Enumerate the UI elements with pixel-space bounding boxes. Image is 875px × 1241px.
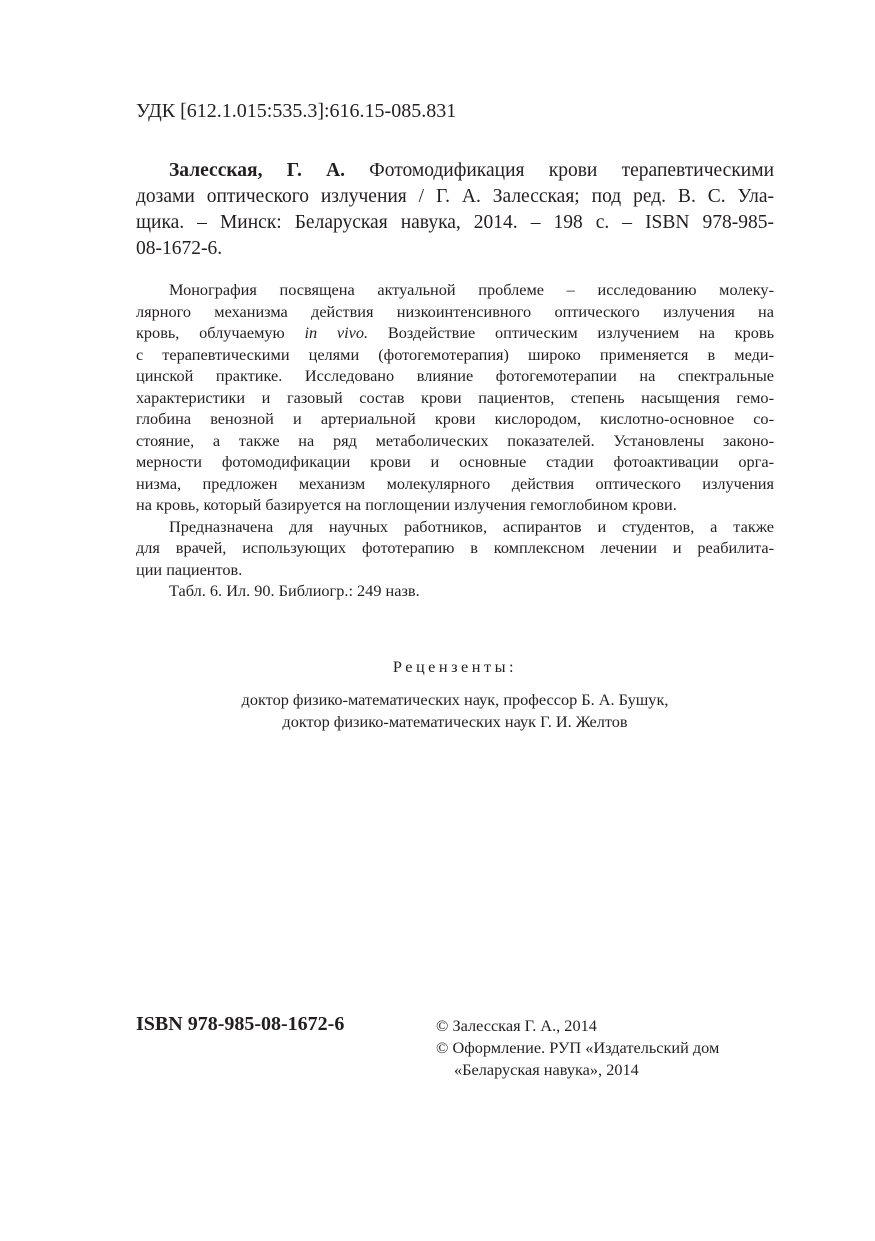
reviewers-heading: Рецензенты: [392, 657, 518, 676]
abstract-line [136, 322, 774, 344]
abstract-line: глобина венозной и артериальной крови кислородом, кислотно-основное со- [136, 409, 774, 428]
abstract-line: мерности фотомодификации крови и основные стадии фотоактивации орга- [136, 452, 774, 471]
reviewer: доктор физико-математических наук, профессор Б. А. Бушук, [241, 690, 669, 709]
audience-line: ции пациентов. [136, 559, 243, 579]
abstract-line: лярного механизма действия низкоинтенсивного оптического излучения на [136, 301, 774, 321]
abstract-line: низма, предложен механизм молекулярного действия оптического излучения [136, 473, 774, 493]
text: Воздействие оптическим излучением на кровь [368, 323, 775, 342]
abstract-line: характеристики и газовый состав крови пациентов, степень насыщения гемо- [136, 387, 774, 407]
udk-code: УДК [612.1.015:535.3]:616.15-085.831 [136, 100, 457, 122]
audience-line: для врачей, использующих фототерапию в комплексном лечении и реабилита- [136, 538, 774, 557]
copyright [436, 1015, 719, 1081]
abstract-line: Монография посвящена актуальной проблеме – исследованию молеку- [169, 280, 774, 299]
biblio-line: дозами оптического излучения / Г. А. Залесская; под ред. В. С. Ула- [136, 186, 774, 207]
isbn: ISBN 978-985-08-1672-6 [136, 1013, 345, 1035]
reviewer: доктор физико-математических наук Г. И. Желтов [282, 712, 628, 731]
text: кровь, облучаемую [136, 323, 305, 342]
copyright-line: «Беларуская навука», 2014 [454, 1060, 639, 1079]
bibliographic-description [136, 158, 774, 262]
abstract-line: цинской практике. Исследовано влияние фотогемотерапии на спектральные [136, 366, 774, 385]
copyright-line: © Оформление. РУП «Издательский дом [436, 1038, 720, 1057]
reviewers [136, 656, 774, 733]
abstract-line: стояние, а также на ряд метаболических показателей. Установлены законо- [136, 430, 774, 450]
book-title: Фотомодификация крови терапевтическими [345, 160, 775, 181]
audience-line: Предназначена для научных работников, аспирантов и студентов, а также [169, 516, 774, 536]
stats-line: Табл. 6. Ил. 90. Библиогр.: 249 назв. [169, 581, 420, 600]
copyright-line: © Залесская Г. А., 2014 [436, 1016, 597, 1035]
abstract-line: с терапевтическими целями (фотогемотерапия) широко применяется в меди- [136, 344, 774, 364]
audience [136, 516, 774, 581]
biblio-line: щика. – Минск: Беларуская навука, 2014. – 198 с. – ISBN 978-985- [136, 212, 774, 233]
in-vivo-italic: in vivo. [304, 323, 369, 342]
abstract [136, 279, 774, 602]
author-name: Залесская, Г. А. [169, 160, 346, 181]
abstract-rest [136, 344, 774, 516]
biblio-line: 08-1672-6. [136, 238, 223, 259]
abstract-line: на кровь, который базируется на поглощении излучения гемоглобином крови. [136, 495, 677, 514]
biblio-line [136, 158, 774, 184]
